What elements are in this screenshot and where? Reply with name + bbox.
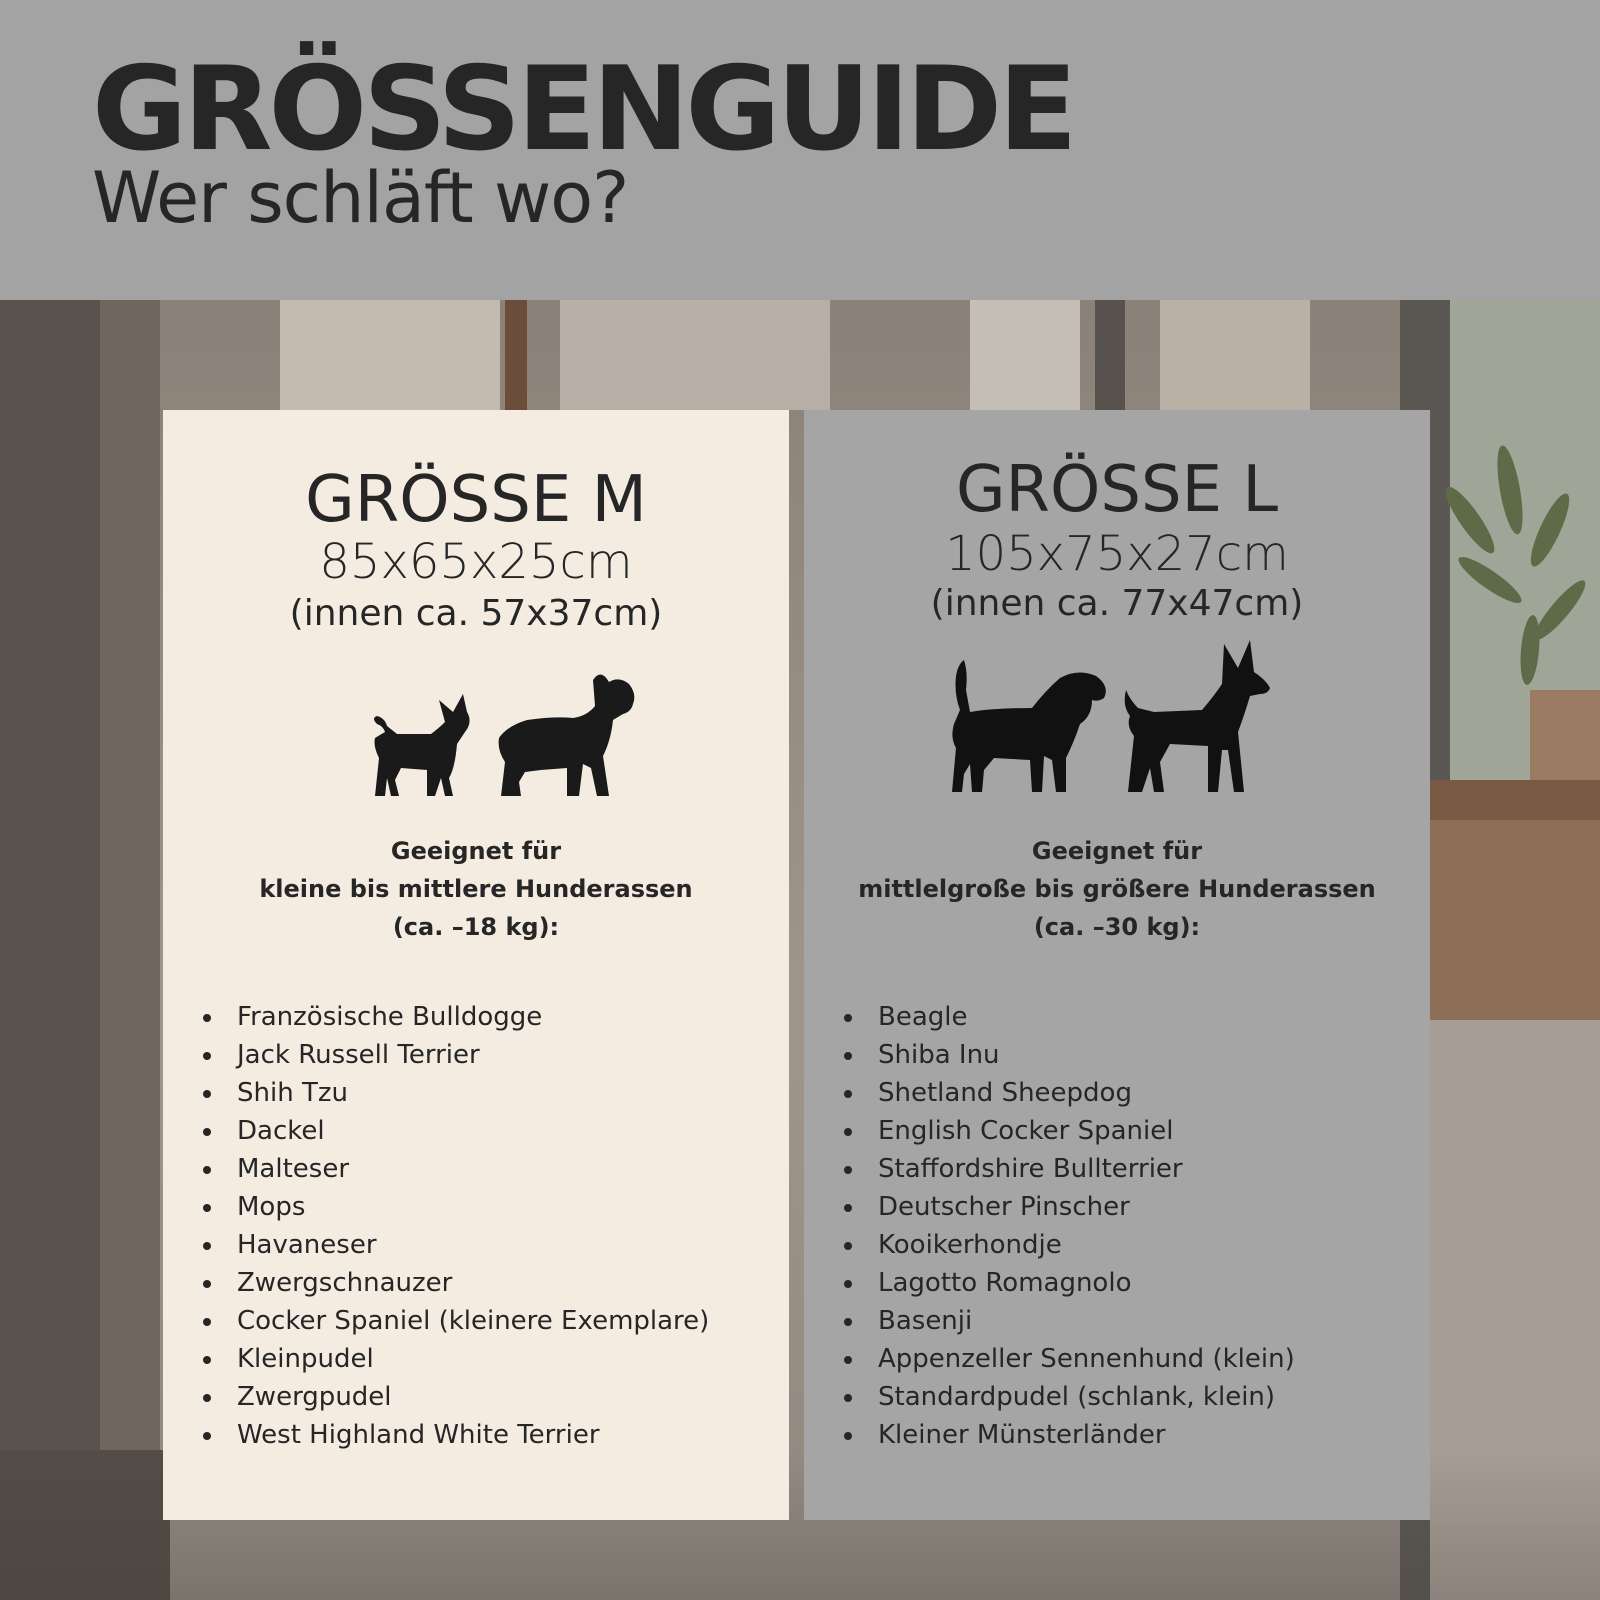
- list-item: Kleinpudel: [199, 1340, 709, 1378]
- list-item: Staffordshire Bullterrier: [840, 1150, 1295, 1188]
- header-banner: [0, 0, 1600, 300]
- dimensions-l: 105x75x27cm: [945, 526, 1289, 582]
- suitable-line1-l: Geeignet für: [1031, 837, 1203, 865]
- list-item: Shiba Inu: [840, 1036, 1295, 1074]
- list-item: Shih Tzu: [199, 1074, 709, 1112]
- breed-list-l: [840, 998, 1295, 1454]
- list-item: Lagotto Romagnolo: [840, 1264, 1295, 1302]
- list-item: Shetland Sheepdog: [840, 1074, 1295, 1112]
- page-title: GRÖSSENGUIDE: [92, 42, 1074, 177]
- list-item: Deutscher Pinscher: [840, 1188, 1295, 1226]
- pinscher-silhouette-icon: [1125, 640, 1270, 792]
- size-card-m: [163, 410, 789, 1520]
- dogs-m: [163, 660, 789, 820]
- list-item: Standardpudel (schlank, klein): [840, 1378, 1295, 1416]
- list-item: Appenzeller Sennenhund (klein): [840, 1340, 1295, 1378]
- suitable-line3-l: (ca. –30 kg):: [1033, 913, 1201, 941]
- list-item: Zwergpudel: [199, 1378, 709, 1416]
- list-item: Basenji: [840, 1302, 1295, 1340]
- chihuahua-silhouette-icon: [374, 694, 470, 796]
- list-item: Beagle: [840, 998, 1295, 1036]
- inner-dimensions-l: (innen ca. 77x47cm): [930, 583, 1304, 624]
- size-title-l: GRÖSSE L: [955, 453, 1279, 527]
- list-item: English Cocker Spaniel: [840, 1112, 1295, 1150]
- suitable-line3-m: (ca. –18 kg):: [392, 913, 560, 941]
- suitable-line2-l: mittlelgroße bis größere Hunderassen: [858, 875, 1376, 903]
- suitable-line1-m: Geeignet für: [390, 837, 562, 865]
- list-item: Havaneser: [199, 1226, 709, 1264]
- page-subtitle: Wer schläft wo?: [92, 157, 629, 239]
- list-item: West Highland White Terrier: [199, 1416, 709, 1454]
- list-item: Cocker Spaniel (kleinere Exemplare): [199, 1302, 709, 1340]
- inner-dimensions-m: (innen ca. 57x37cm): [289, 593, 663, 634]
- list-item: Kleiner Münsterländer: [840, 1416, 1295, 1454]
- size-title-m: GRÖSSE M: [305, 463, 647, 537]
- dimensions-m: 85x65x25cm: [319, 534, 633, 590]
- list-item: Französische Bulldogge: [199, 998, 709, 1036]
- list-item: Malteser: [199, 1150, 709, 1188]
- size-card-l: [804, 410, 1430, 1520]
- list-item: Mops: [199, 1188, 709, 1226]
- french-bulldog-silhouette-icon: [499, 674, 635, 796]
- list-item: Dackel: [199, 1112, 709, 1150]
- beagle-silhouette-icon: [952, 660, 1106, 792]
- suitable-text-l: [804, 832, 1430, 946]
- list-item: Zwergschnauzer: [199, 1264, 709, 1302]
- suitable-text-m: [163, 832, 789, 946]
- suitable-line2-m: kleine bis mittlere Hunderassen: [259, 875, 693, 903]
- breed-list-m: [199, 998, 709, 1454]
- dogs-l: [804, 620, 1430, 820]
- list-item: Kooikerhondje: [840, 1226, 1295, 1264]
- list-item: Jack Russell Terrier: [199, 1036, 709, 1074]
